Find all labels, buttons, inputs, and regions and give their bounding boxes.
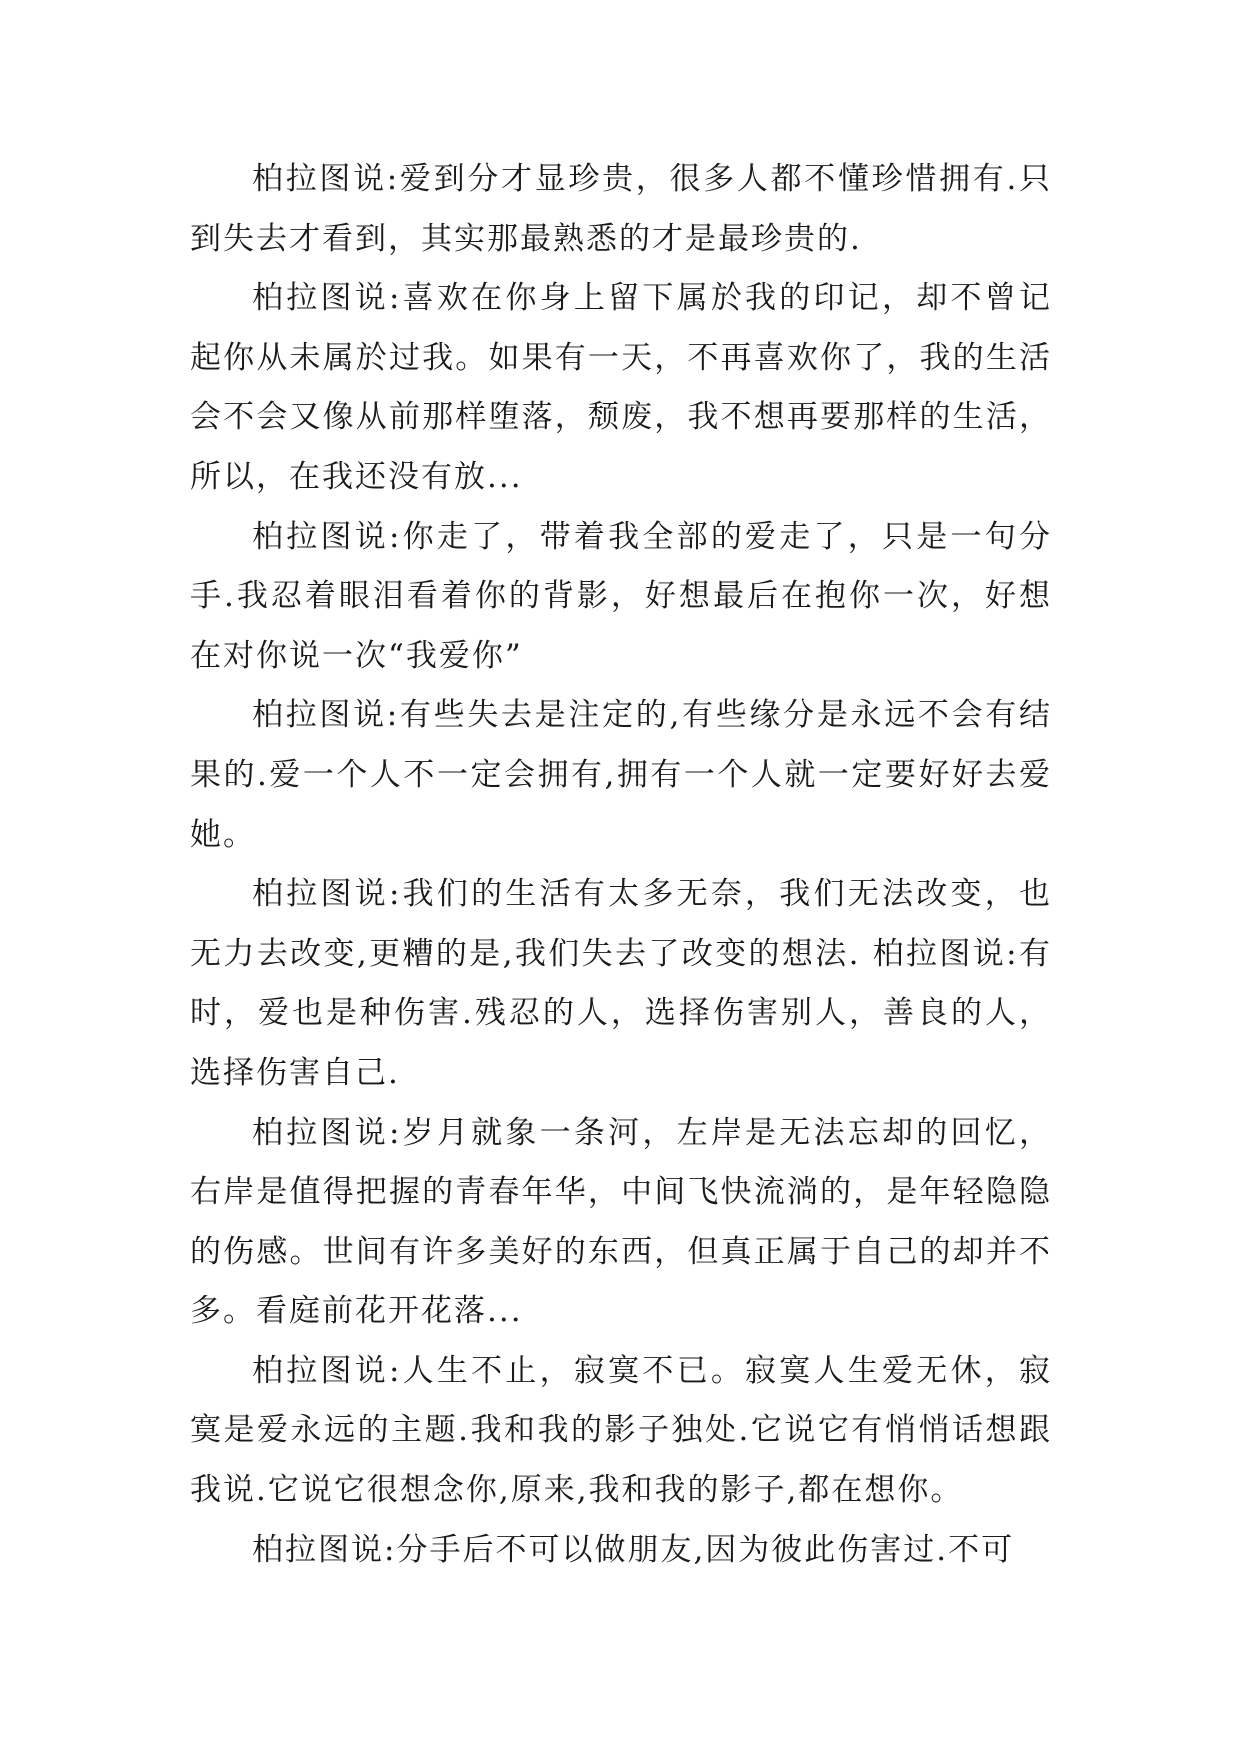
paragraph: 柏拉图说:人生不止，寂寞不已。寂寞人生爱无休，寂寞是爱永远的主题.我和我的影子独处.它说它有悄悄话想跟我说.它说它很想念你,原来,我和我的影子,都在想你。 <box>190 1352 1052 1509</box>
document-page <box>190 150 1052 1590</box>
paragraph: 柏拉图说:有些失去是注定的,有些缘分是永远不会有结果的.爱一个人不一定会拥有,拥有一个人就一定要好好去爱她。 <box>190 697 1052 853</box>
paragraph: 柏拉图说:爱到分才显珍贵，很多人都不懂珍惜拥有.只到失去才看到，其实那最熟悉的才是最珍贵的. <box>190 161 1052 257</box>
paragraph: 柏拉图说:喜欢在你身上留下属於我的印记，却不曾记起你从未属於过我。如果有一天，不再喜欢你了，我的生活会不会又像从前那样堕落，颓废，我不想再要那样的生活，所以，在我还没有放... <box>190 280 1052 495</box>
paragraph: 柏拉图说:你走了，带着我全部的爱走了，只是一句分手.我忍着眼泪看着你的背影，好想最后在抱你一次，好想在对你说一次“我爱你” <box>190 518 1052 674</box>
paragraph: 柏拉图说:岁月就象一条河，左岸是无法忘却的回忆，右岸是值得把握的青春年华，中间飞快流淌的，是年轻隐隐的伤感。世间有许多美好的东西，但真正属于自己的却并不多。看庭前花开花落... <box>190 1114 1052 1330</box>
paragraph: 柏拉图说:分手后不可以做朋友,因为彼此伤害过.不可 <box>252 1531 1015 1568</box>
paragraph: 柏拉图说:我们的生活有太多无奈，我们无法改变，也无力去改变,更糟的是,我们失去了改变的想法. 柏拉图说:有时，爱也是种伤害.残忍的人，选择伤害别人，善良的人，选择伤害自己. <box>190 876 1052 1091</box>
